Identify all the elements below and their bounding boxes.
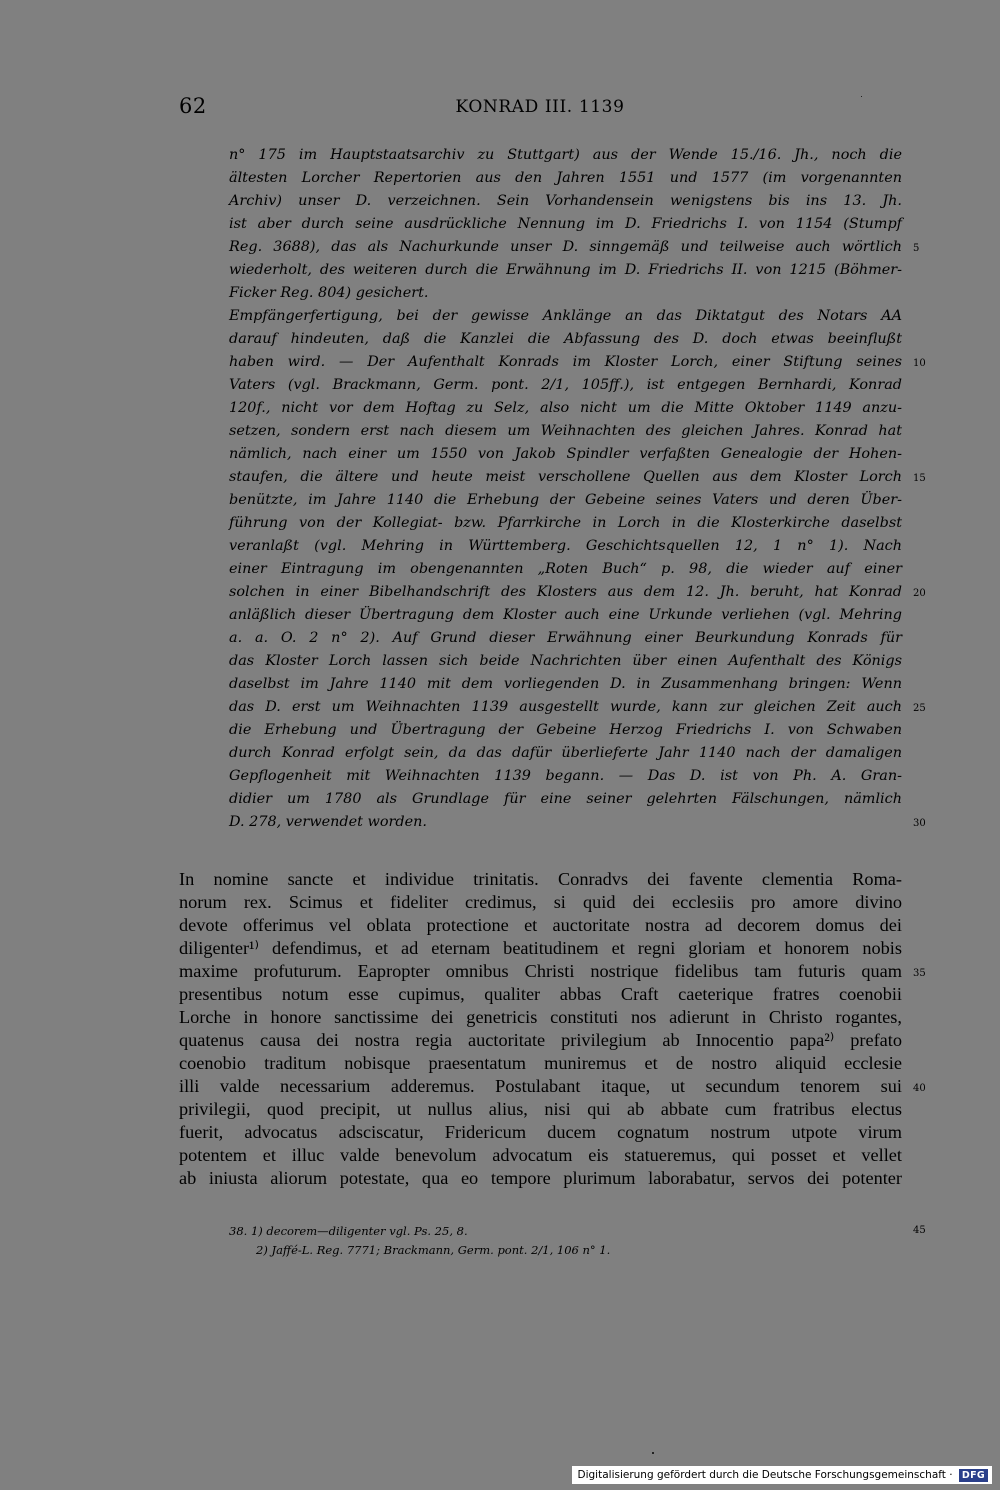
commentary-line: die Erhebung und Übertragung der Gebeine Herzog Friedrichs I. von Schwaben [229,722,902,738]
main-text-line: privilegii, quod precipit, ut nullus alius, nisi qui ab abbate cum fratribus electus [179,1099,902,1119]
scan-speck [861,96,862,97]
line-number: 30 [913,818,926,829]
main-text-line: In nomine sancte et individue trinitatis. Conradvs dei favente clementia Roma- [179,869,902,889]
line-number: 20 [913,588,926,599]
commentary-line: n° 175 im Hauptstaatsarchiv zu Stuttgart) aus der Wende 15./16. Jh., noch die [229,147,902,163]
commentary-line: das D. erst um Weihnachten 1139 ausgestellt wurde, kann zur gleichen Zeit auch [229,699,902,715]
commentary-line: wiederholt, des weiteren durch die Erwähnung im D. Friedrichs II. von 1215 (Böhmer- [229,262,902,278]
commentary-line: Gepflogenheit mit Weihnachten 1139 begann. — Das D. ist von Ph. A. Gran- [229,768,902,784]
page-number: 62 [179,94,207,118]
running-title: KONRAD III. 1139 [455,97,625,117]
commentary-line: solchen in einer Bibelhandschrift des Klosters aus dem 12. Jh. beruht, hat Konrad [229,584,902,600]
commentary-line: veranlaßt (vgl. Mehring in Württemberg. Geschichtsquellen 12, 1 n° 1). Nach [229,538,902,554]
main-text-line: norum rex. Scimus et fideliter credimus, si quid dei ecclesiis pro amore divino [179,892,902,912]
commentary-line: Archiv) unser D. verzeichnen. Sein Vorhandensein wenigstens bis ins 13. Jh. [229,193,902,209]
commentary-line: ältesten Lorcher Repertorien aus den Jahren 1551 und 1577 (im vorgenannten [229,170,902,186]
main-text-line: fuerit, advocatus adsciscatur, Fridericum ducem cognatum nostrum utpote virum [179,1122,902,1142]
main-text-line: presentibus notum esse cupimus, qualiter abbas Craft caeterique fratres coenobii [179,984,902,1004]
commentary-line: ist aber durch seine ausdrückliche Nennung im D. Friedrichs I. von 1154 (Stumpf [229,216,902,232]
line-number: 40 [913,1083,926,1094]
commentary-line: führung von der Kollegiat- bzw. Pfarrkirche in Lorch in die Klosterkirche daselbst [229,515,902,531]
line-number: 45 [913,1225,926,1236]
commentary-line: darauf hindeuten, daß die Kanzlei die Abfassung des D. doch etwas beeinflußt [229,331,902,347]
commentary-line: haben wird. — Der Aufenthalt Konrads im Kloster Lorch, einer Stiftung seines [229,354,902,370]
footer-separator: · [945,1469,956,1481]
footnote-1: 38. 1) decorem—diligenter vgl. Ps. 25, 8. [229,1224,468,1238]
main-text-line: potentem et illuc valde benevolum advocatum eis statueremus, qui posset et vellet [179,1145,902,1165]
commentary-line: das Kloster Lorch lassen sich beide Nachrichten über einen Aufenthalt des Königs [229,653,902,669]
main-text-line: ab iniusta aliorum potestate, qua eo tempore plurimum laborabatur, servos dei potenter [179,1168,902,1188]
commentary-line: didier um 1780 als Grundlage für eine seiner gelehrten Fälschungen, nämlich [229,791,902,807]
dfg-logo-icon: DFG [959,1469,988,1482]
commentary-line: benützte, im Jahre 1140 die Erhebung der Gebeine seines Vaters und deren Über- [229,492,902,508]
commentary-line: setzen, sondern erst nach diesem um Weihnachten des gleichen Jahres. Konrad hat [229,423,902,439]
scan-speck [652,1452,654,1454]
main-text-line: illi valde necessarium adderemus. Postulabant itaque, ut secundum tenorem sui [179,1076,902,1096]
line-number: 10 [913,358,926,369]
commentary-line: a. a. O. 2 n° 2). Auf Grund dieser Erwähnung einer Beurkundung Konrads für [229,630,902,646]
commentary-line: 120f., nicht vor dem Hoftag zu Selz, also nicht um die Mitte Oktober 1149 anzu- [229,400,902,416]
commentary-line: staufen, die ältere und heute meist verschollene Quellen aus dem Kloster Lorch [229,469,902,485]
main-text-line: Lorche in honore sanctissime dei genetricis constituti nos adierunt in Christo rogantes, [179,1007,902,1027]
commentary-line: einer Eintragung im obengenannten „Roten Buch“ p. 98, die wieder auf einer [229,561,902,577]
footer-credit-text: Digitalisierung gefördert durch die Deutsche Forschungsgemeinschaft [577,1469,946,1481]
commentary-line: Ficker Reg. 804) gesichert. [229,285,429,301]
main-text-line: maxime profuturum. Eapropter omnibus Christi nostrique fidelibus tam futuris quam [179,961,902,981]
main-text-line: coenobio traditum nobisque praesentatum muniremus et de nostro aliquid ecclesie [179,1053,902,1073]
line-number: 15 [913,473,926,484]
line-number: 5 [913,243,920,254]
main-text-line: quatenus causa dei nostra regia auctoritate privilegium ab Innocentio papa²⁾ prefato [179,1030,902,1050]
line-number: 35 [913,968,926,979]
commentary-line: Empfängerfertigung, bei der gewisse Anklänge an das Diktatgut des Notars AA [229,308,902,324]
main-text-line: devote offerimus vel oblata protectione et auctoritate nostra ad decorem domus dei [179,915,902,935]
main-text-line: diligenter¹⁾ defendimus, et ad eternam beatitudinem et regni gloriam et honorem nobis [179,938,902,958]
commentary-line: durch Konrad erfolgt sein, da das dafür überlieferte Jahr 1140 nach der damaligen [229,745,902,761]
commentary-line: daselbst im Jahre 1140 mit dem vorliegenden D. in Zusammenhang bringen: Wenn [229,676,902,692]
line-number: 25 [913,703,926,714]
commentary-line: D. 278, verwendet worden. [229,814,427,830]
commentary-line: Reg. 3688), das als Nachurkunde unser D. sinngemäß und teilweise auch wörtlich [229,239,902,255]
footer-credit-bar [572,1466,992,1484]
footnote-2: 2) Jaffé-L. Reg. 7771; Brackmann, Germ. pont. 2/1, 106 n° 1. [256,1243,611,1257]
commentary-line: anläßlich dieser Übertragung dem Kloster auch eine Urkunde verliehen (vgl. Mehring [229,607,902,623]
commentary-line: nämlich, nach einer um 1550 von Jakob Spindler verfaßten Genealogie der Hohen- [229,446,902,462]
commentary-line: Vaters (vgl. Brackmann, Germ. pont. 2/1, 105ff.), ist entgegen Bernhardi, Konrad [229,377,902,393]
